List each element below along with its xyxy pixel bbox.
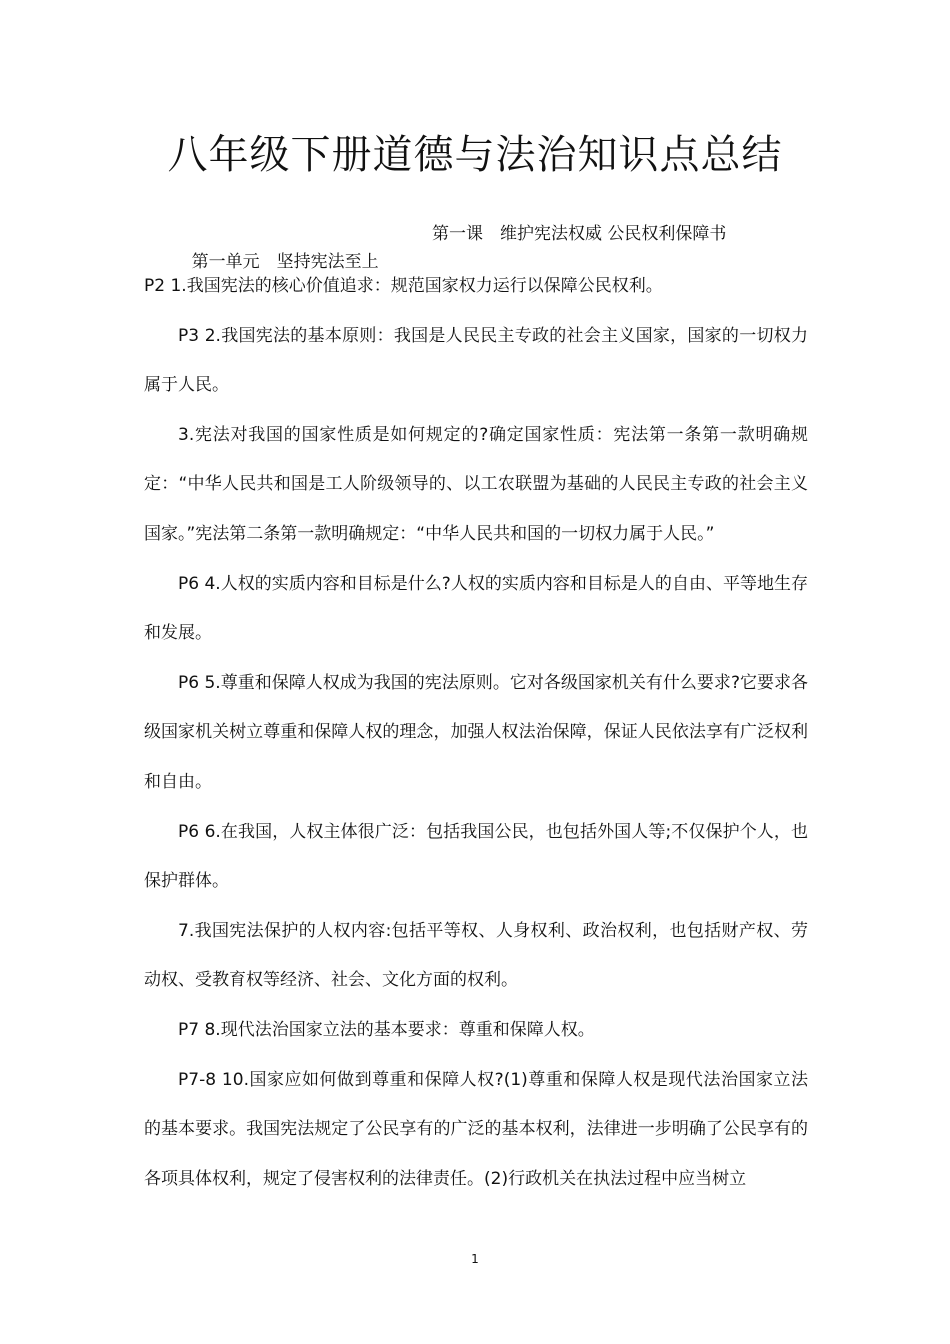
paragraph: P7 8.现代法治国家立法的基本要求：尊重和保障人权。: [178, 1019, 595, 1040]
paragraph: P6 6.在我国，人权主体很广泛：包括我国公民，也包括外国人等;不仅保护个人，也保护群体。: [144, 821, 808, 892]
paragraph: 3.宪法对我国的国家性质是如何规定的?确定国家性质：宪法第一条第一款明确规定：“中华人民共和国是工人阶级领导的、以工农联盟为基础的人民民主专政的社会主义国家。”宪法第二条第一款明确规定：“中华人民共和国的一切权力属于人民。”: [144, 424, 808, 544]
paragraph: P6 5.尊重和保障人权成为我国的宪法原则。它对各级国家机关有什么要求?它要求各级国家机关树立尊重和保障人权的理念，加强人权法治保障，保证人民依法享有广泛权利和自由。: [144, 672, 808, 792]
lesson-title: 第一课 维护宪法权威 公民权利保障书: [432, 224, 727, 244]
paragraph: P3 2.我国宪法的基本原则：我国是人民民主专政的社会主义国家，国家的一切权力属于人民。: [144, 325, 808, 396]
unit-title: 第一单元 坚持宪法至上: [191, 252, 379, 272]
paragraph: 7.我国宪法保护的人权内容:包括平等权、人身权利、政治权利，也包括财产权、劳动权、受教育权等经济、社会、文化方面的权利。: [144, 920, 808, 991]
paragraph: P6 4.人权的实质内容和目标是什么?人权的实质内容和目标是人的自由、平等地生存和发展。: [144, 573, 808, 644]
page-number: 1: [471, 1252, 479, 1266]
paragraph: P7-8 10.国家应如何做到尊重和保障人权?(1)尊重和保障人权是现代法治国家立法的基本要求。我国宪法规定了公民享有的广泛的基本权利，法律进一步明确了公民享有的各项具体权利，规定了侵害权利的法律责任。(2)行政机关在执法过程中应当树立: [144, 1069, 808, 1189]
document-title: 八年级下册道德与法治知识点总结: [167, 131, 783, 178]
document-body: [144, 262, 808, 1204]
paragraph: P2 1.我国宪法的核心价值追求：规范国家权力运行以保障公民权利。: [144, 276, 663, 296]
